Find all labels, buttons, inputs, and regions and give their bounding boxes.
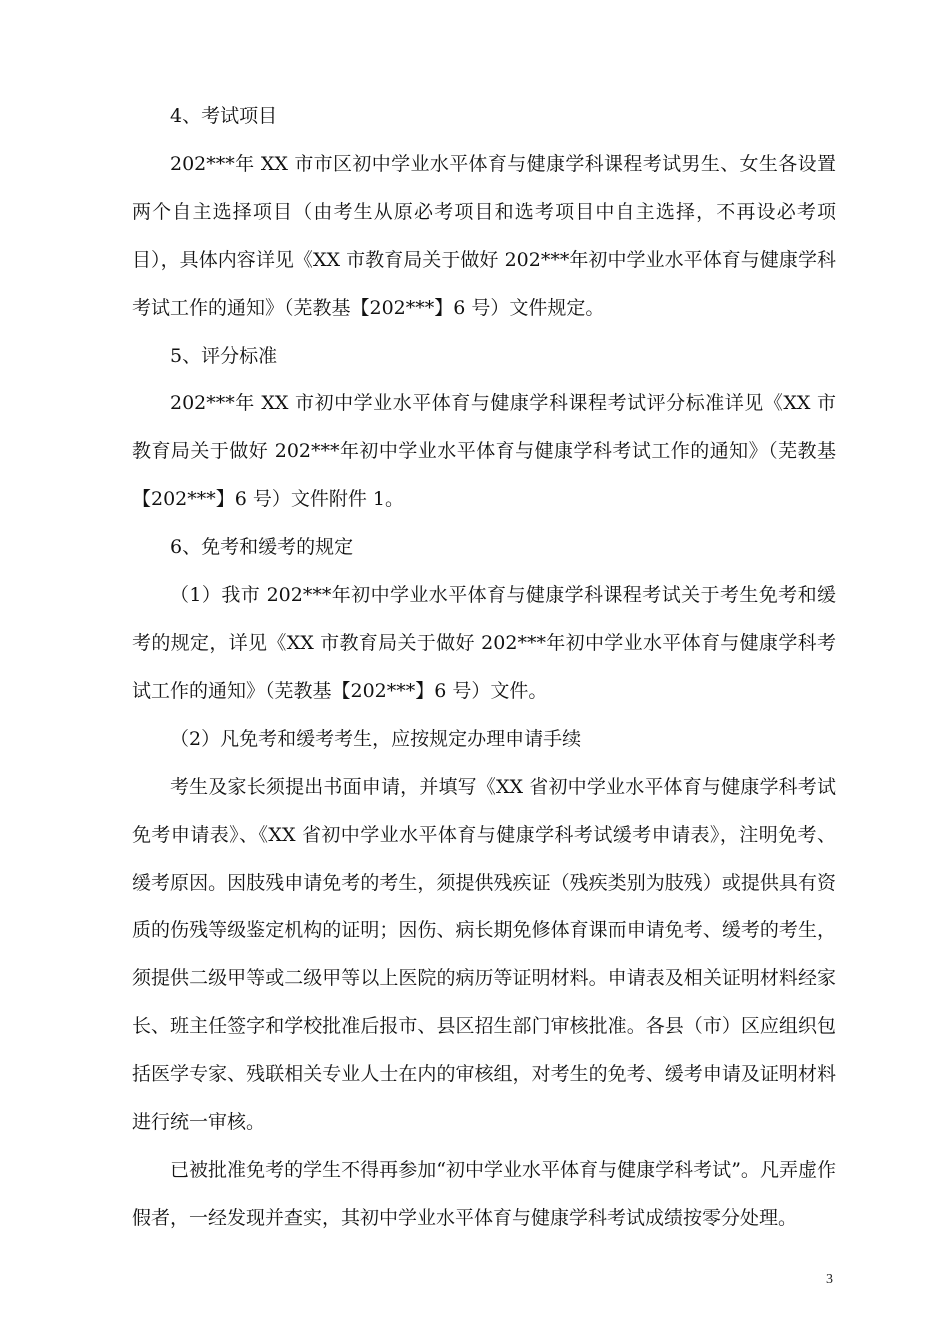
- paragraph-exemption-2: （2）凡免考和缓考考生，应按规定办理申请手续: [170, 727, 582, 750]
- paragraph-exam-items: 202***年 XX 市市区初中学业水平体育与健康学科课程考试男生、女生各设置两个自主选择项目（由考生从原必考项目和选考项目中自主选择，不再设必考项目），具体内容详见《XX 市教育局关于做好 202***年初中学业水平体育与健康学科考试工作的通知》（芜教基【202***】6 号）文件规定。: [132, 152, 836, 319]
- paragraph-scoring: 202***年 XX 市初中学业水平体育与健康学科课程考试评分标准详见《XX 市教育局关于做好 202***年初中学业水平体育与健康学科考试工作的通知》（芜教基【202***】6 号）文件附件 1。: [132, 392, 836, 511]
- paragraph-fraud-penalty: 已被批准免考的学生不得再参加“初中学业水平体育与健康学科考试”。凡弄虚作假者，一经发现并查实，其初中学业水平体育与健康学科考试成绩按零分处理。: [132, 1158, 836, 1229]
- section-heading-exam-items: 4、考试项目: [170, 105, 278, 127]
- paragraph-exemption-1: （1）我市 202***年初中学业水平体育与健康学科课程考试关于考生免考和缓考的规定，详见《XX 市教育局关于做好 202***年初中学业水平体育与健康学科考试工作的通知》（芜教基【202***】6 号）文件。: [132, 584, 836, 702]
- document-body: [132, 93, 836, 1243]
- section-heading-exemption: 6、免考和缓考的规定: [170, 536, 354, 559]
- paragraph-application-procedure: 考生及家长须提出书面申请，并填写《XX 省初中学业水平体育与健康学科考试免考申请表》、《XX 省初中学业水平体育与健康学科考试缓考申请表》，注明免考、缓考原因。因肢残申请免考的考生，须提供残疾证（残疾类别为肢残）或提供具有资质的伤残等级鉴定机构的证明；因伤、病长期免修体育课而申请免考、缓考的考生，须提供二级甲等或二级甲等以上医院的病历等证明材料。申请表及相关证明材料经家长、班主任签字和学校批准后报市、县区招生部门审核批准。各县（市）区应组织包括医学专家、残联相关专业人士在内的审核组，对考生的免考、缓考申请及证明材料进行统一审核。: [132, 775, 836, 1134]
- page-number: 3: [826, 1272, 833, 1287]
- section-heading-scoring: 5、评分标准: [170, 344, 278, 367]
